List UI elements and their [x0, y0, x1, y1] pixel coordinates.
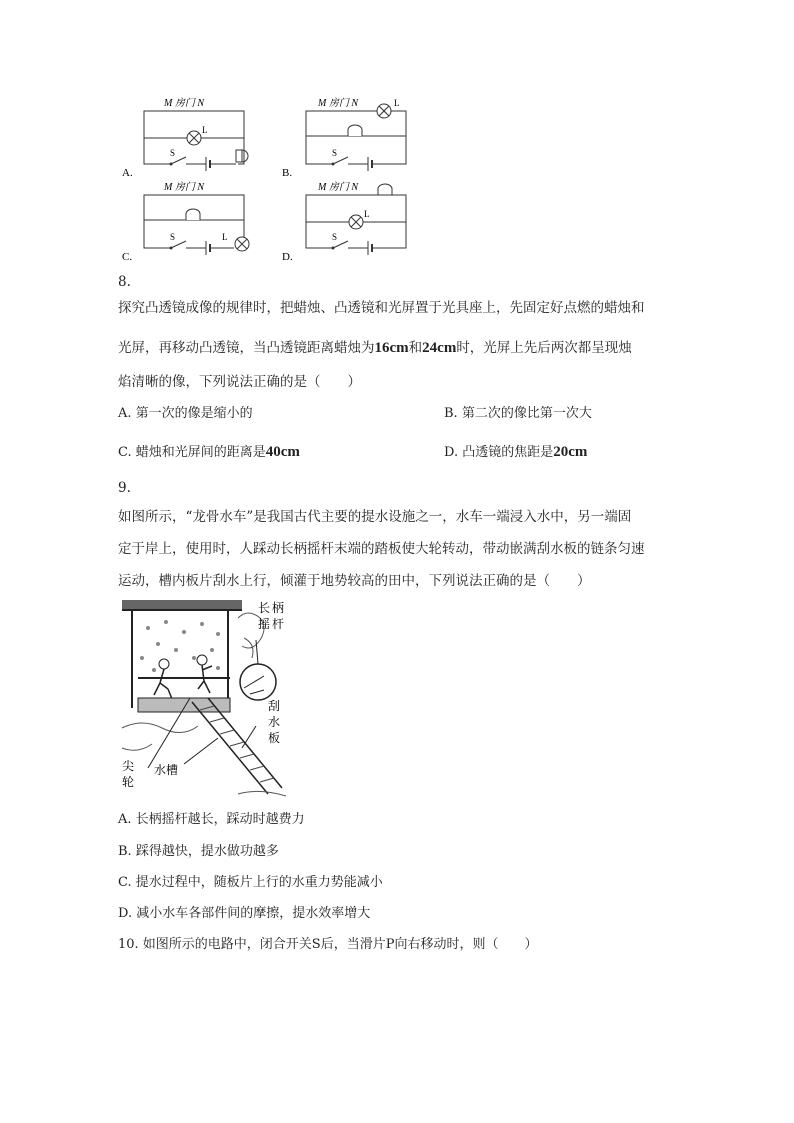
lamp-label: L [202, 125, 208, 135]
distance-2: 24cm [422, 340, 457, 356]
question-9-line-1: 如图所示，“龙骨水车”是我国古代主要的提水设施之一，水车一端浸入水中，另一端固 [118, 509, 632, 525]
question-8-line-2 [118, 338, 632, 358]
question-9-number: 9. [118, 480, 131, 496]
option-b-label: B. [282, 167, 293, 179]
question-9-line-2: 定于岸上，使用时，人踩动长柄摇杆末端的踏板使大轮转动，带动嵌满刮水板的链条匀速 [118, 541, 645, 557]
circuit-diagram-d [280, 178, 420, 268]
option-d-label: D. [282, 251, 293, 263]
question-8-option-a: A. 第一次的像是缩小的 [118, 406, 253, 421]
label-pointed-wheel: 尖轮 [122, 759, 135, 789]
question-9-line-3: 运动，槽内板片刮水上行，倾灌于地势较高的田中，下列说法正确的是（ ） [118, 573, 591, 589]
switch-label: S [332, 232, 338, 242]
question-8-text: 光屏，再移动凸透镜，当凸透镜距离蜡烛为 [118, 340, 375, 356]
switch-label: S [170, 148, 176, 158]
switch-label: S [170, 232, 176, 242]
option-a-label: A. [122, 167, 133, 179]
room-door-label: M 房门 N [318, 98, 358, 109]
question-8-option-b: B. 第二次的像比第一次大 [444, 406, 592, 421]
option-text: C. 蜡烛和光屏间的距离是 [118, 445, 266, 460]
label-scraper-board: 刮水板 [268, 699, 281, 745]
label-trough: 水槽 [154, 763, 179, 777]
question-8-option-d [444, 442, 587, 463]
question-9-option-d: D. 减小水车各部件间的摩擦，提水效率增大 [118, 906, 371, 921]
distance-1: 16cm [374, 340, 409, 356]
circuit-diagram-a [118, 94, 258, 184]
label-long-handle: 长 柄 摇 杆 [258, 601, 285, 631]
question-8-number: 8. [118, 274, 131, 290]
circuit-diagram-c [118, 178, 258, 268]
question-8-line-1: 探究凸透镜成像的规律时，把蜡烛、凸透镜和光屏置于光具座上，先固定好点燃的蜡烛和 [118, 300, 645, 316]
distance-value: 40cm [265, 444, 300, 460]
question-8-text: 和 [408, 340, 423, 356]
option-text: D. 凸透镜的焦距是 [444, 445, 554, 460]
circuit-diagram-b [280, 94, 420, 184]
question-9-option-b: B. 踩得越快，提水做功越多 [118, 844, 279, 859]
lamp-label: L [222, 232, 228, 242]
question-8-text: 时，光屏上先后两次都呈现烛 [456, 340, 632, 356]
room-door-label: M 房门 N [318, 182, 358, 193]
lamp-label: L [394, 98, 400, 108]
question-10-line-1: 10. 如图所示的电路中，闭合开关S后，当滑片P向右移动时，则（ ） [118, 937, 538, 952]
room-door-label: M 房门 N [164, 98, 204, 109]
water-wheel-illustration [118, 598, 290, 800]
room-door-label: M 房门 N [164, 182, 204, 193]
question-9-option-c: C. 提水过程中，随板片上行的水重力势能减小 [118, 875, 383, 890]
question-9-option-a: A. 长柄摇杆越长，踩动时越费力 [118, 812, 305, 827]
focal-length-value: 20cm [553, 444, 588, 460]
question-8-option-c [118, 442, 300, 463]
switch-label: S [332, 148, 338, 158]
question-8-line-3: 焰清晰的像，下列说法正确的是（ ） [118, 374, 361, 390]
lamp-label: L [364, 209, 370, 219]
option-c-label: C. [122, 251, 133, 263]
